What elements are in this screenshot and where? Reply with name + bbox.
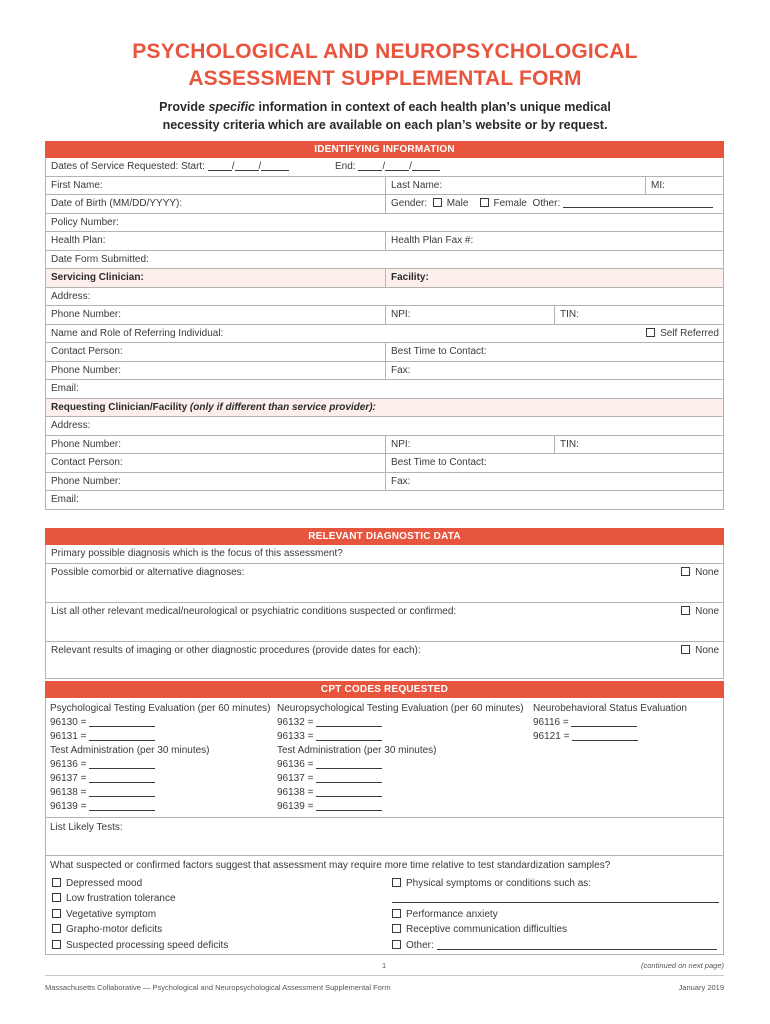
self-referred-option[interactable]: Self Referred	[646, 325, 719, 343]
cpt-codes-section	[45, 681, 724, 698]
address-field[interactable]: Address:	[51, 290, 91, 302]
section-header: RELEVANT DIAGNOSTIC DATA	[45, 528, 724, 545]
cpt-96136-field-2[interactable]	[316, 758, 382, 769]
cpt-96133-field[interactable]	[316, 730, 382, 741]
vegetative-checkbox[interactable]	[52, 909, 61, 918]
requesting-address-field[interactable]: Address:	[51, 420, 91, 431]
requesting-fax-field[interactable]: Fax:	[385, 473, 410, 491]
factor-grapho-motor[interactable]: Grapho-motor deficits	[52, 923, 162, 937]
cpt-96121-field[interactable]	[572, 730, 638, 741]
referring-individual-field[interactable]: Name and Role of Referring Individual:	[51, 327, 224, 339]
female-checkbox[interactable]	[480, 198, 489, 207]
cpt-96139-field-2[interactable]	[316, 800, 382, 811]
footer-form-name: Massachusetts Collaborative — Psychological and Neuropsychological Assessment Supplemental Form	[45, 983, 391, 992]
npi-field[interactable]: NPI:	[385, 306, 554, 324]
requesting-tin-field[interactable]: TIN:	[554, 436, 579, 454]
cpt-96137-field[interactable]	[89, 772, 155, 783]
likely-tests-box[interactable]	[45, 818, 724, 856]
start-month-field[interactable]	[208, 160, 232, 171]
cpt-96130-field[interactable]	[89, 716, 155, 727]
form-title-line1: PSYCHOLOGICAL AND NEUROPSYCHOLOGICAL	[132, 40, 638, 63]
continued-note: (continued on next page)	[641, 961, 724, 970]
form-subtitle-line2: necessity criteria which are available on each plan’s website or by request.	[162, 118, 608, 132]
physical-symptoms-checkbox[interactable]	[392, 878, 401, 887]
footer-divider	[45, 975, 724, 976]
cpt-96138-field-2[interactable]	[316, 786, 382, 797]
requesting-email-field[interactable]: Email:	[51, 494, 79, 505]
factor-depressed-mood[interactable]: Depressed mood	[52, 877, 142, 891]
requesting-npi-field[interactable]: NPI:	[385, 436, 554, 454]
comorbid-none-checkbox[interactable]	[681, 567, 690, 576]
date-form-submitted-field[interactable]: Date Form Submitted:	[51, 253, 149, 265]
cpt-96132-field[interactable]	[316, 716, 382, 727]
section-header: CPT CODES REQUESTED	[45, 681, 724, 698]
grapho-motor-checkbox[interactable]	[52, 924, 61, 933]
page-number: 1	[382, 961, 387, 970]
form-subtitle-line1: Provide specific information in context of each health plan’s unique medical	[159, 100, 611, 114]
tin-field[interactable]: TIN:	[554, 306, 579, 324]
neurobehavioral-title: Neurobehavioral Status Evaluation	[533, 703, 687, 714]
health-plan-fax-field[interactable]: Health Plan Fax #:	[385, 232, 473, 250]
diagnostic-data-section	[45, 528, 724, 679]
requesting-phone-field[interactable]: Phone Number:	[51, 438, 122, 450]
facility-field[interactable]: Facility:	[385, 269, 429, 287]
likely-tests-label: List Likely Tests:	[50, 822, 123, 833]
dob-field[interactable]: Date of Birth (MM/DD/YYYY):	[51, 198, 183, 209]
low-frustration-checkbox[interactable]	[52, 893, 61, 902]
other-factor-checkbox[interactable]	[392, 940, 401, 949]
cpt-96139-field[interactable]	[89, 800, 155, 811]
other-conditions-field[interactable]: List all other relevant medical/neurological or psychiatric conditions suspected or confirmed:	[51, 606, 457, 617]
self-referred-checkbox[interactable]	[646, 328, 655, 337]
health-plan-field[interactable]: Health Plan:	[51, 235, 106, 246]
phone-number-field-2[interactable]: Phone Number:	[51, 364, 122, 376]
first-name-field[interactable]: First Name:	[51, 179, 103, 191]
identifying-information-section	[45, 141, 724, 510]
servicing-clinician-field[interactable]: Servicing Clinician:	[51, 272, 144, 283]
requesting-contact-field[interactable]: Contact Person:	[51, 457, 123, 468]
phone-number-field[interactable]: Phone Number:	[51, 309, 122, 320]
requesting-clinician-heading: Requesting Clinician/Facility (only if different than service provider):	[51, 401, 376, 413]
receptive-communication-checkbox[interactable]	[392, 924, 401, 933]
factors-question: What suspected or confirmed factors suggest that assessment may require more time relative to test standardization samples?	[50, 860, 611, 871]
cpt-96116-field[interactable]	[571, 716, 637, 727]
dates-of-service-row[interactable]: Dates of Service Requested: Start: / / End: / /	[45, 158, 724, 177]
factor-vegetative[interactable]: Vegetative symptom	[52, 908, 156, 922]
neuropsych-testing-title: Neuropsychological Testing Evaluation (per 60 minutes)	[277, 703, 524, 714]
requesting-phone-field-2[interactable]: Phone Number:	[51, 475, 122, 487]
imaging-results-field[interactable]: Relevant results of imaging or other diagnostic procedures (provide dates for each):	[51, 645, 421, 656]
comorbid-none-option[interactable]: None	[681, 564, 719, 583]
primary-diagnosis-field[interactable]: Primary possible diagnosis which is the focus of this assessment?	[51, 548, 343, 559]
policy-number-field[interactable]: Policy Number:	[51, 216, 119, 228]
other-factor-field[interactable]	[437, 939, 717, 950]
end-month-field[interactable]	[358, 160, 382, 171]
contact-person-field[interactable]: Contact Person:	[51, 346, 123, 357]
start-day-field[interactable]	[235, 160, 259, 171]
neuropsych-admin-title: Test Administration (per 30 minutes)	[277, 745, 437, 756]
email-field[interactable]: Email:	[51, 383, 79, 394]
factor-low-frustration[interactable]: Low frustration tolerance	[52, 892, 176, 906]
comorbid-diagnoses-field[interactable]: Possible comorbid or alternative diagnoses:	[51, 567, 245, 578]
last-name-field[interactable]: Last Name:	[385, 177, 645, 195]
form-title-line2: ASSESSMENT SUPPLEMENTAL FORM	[188, 67, 582, 90]
other-conditions-none-checkbox[interactable]	[681, 606, 690, 615]
end-day-field[interactable]	[385, 160, 409, 171]
factor-other[interactable]: Other:	[392, 939, 717, 953]
factor-processing-speed[interactable]: Suspected processing speed deficits	[52, 939, 228, 953]
factor-performance-anxiety[interactable]: Performance anxiety	[392, 908, 498, 922]
gender-field: Gender: Male Female Other:	[385, 195, 724, 213]
cpt-96136-field[interactable]	[89, 758, 155, 769]
gender-other-field[interactable]	[563, 197, 713, 208]
requesting-best-time-field[interactable]: Best Time to Contact:	[385, 454, 487, 472]
performance-anxiety-checkbox[interactable]	[392, 909, 401, 918]
cpt-96131-field[interactable]	[89, 730, 155, 741]
imaging-none-option[interactable]: None	[681, 642, 719, 661]
best-time-field[interactable]: Best Time to Contact:	[385, 343, 487, 361]
factor-physical-symptoms[interactable]: Physical symptoms or conditions such as:	[392, 877, 591, 891]
end-year-field[interactable]	[412, 160, 440, 171]
imaging-none-checkbox[interactable]	[681, 645, 690, 654]
fax-field[interactable]: Fax:	[385, 362, 410, 380]
psych-admin-title: Test Administration (per 30 minutes)	[50, 745, 210, 756]
male-checkbox[interactable]	[433, 198, 442, 207]
cpt-96137-field-2[interactable]	[316, 772, 382, 783]
processing-speed-checkbox[interactable]	[52, 940, 61, 949]
cpt-96138-field[interactable]	[89, 786, 155, 797]
section-header: IDENTIFYING INFORMATION	[45, 141, 724, 158]
mi-field[interactable]: MI:	[645, 177, 665, 195]
psych-testing-title: Psychological Testing Evaluation (per 60 minutes)	[50, 703, 271, 714]
start-year-field[interactable]	[261, 160, 289, 171]
footer-date: January 2019	[678, 983, 724, 992]
other-conditions-none-option[interactable]: None	[681, 603, 719, 622]
depressed-mood-checkbox[interactable]	[52, 878, 61, 887]
physical-symptoms-line[interactable]	[392, 902, 719, 903]
factor-receptive-communication[interactable]: Receptive communication difficulties	[392, 923, 567, 937]
